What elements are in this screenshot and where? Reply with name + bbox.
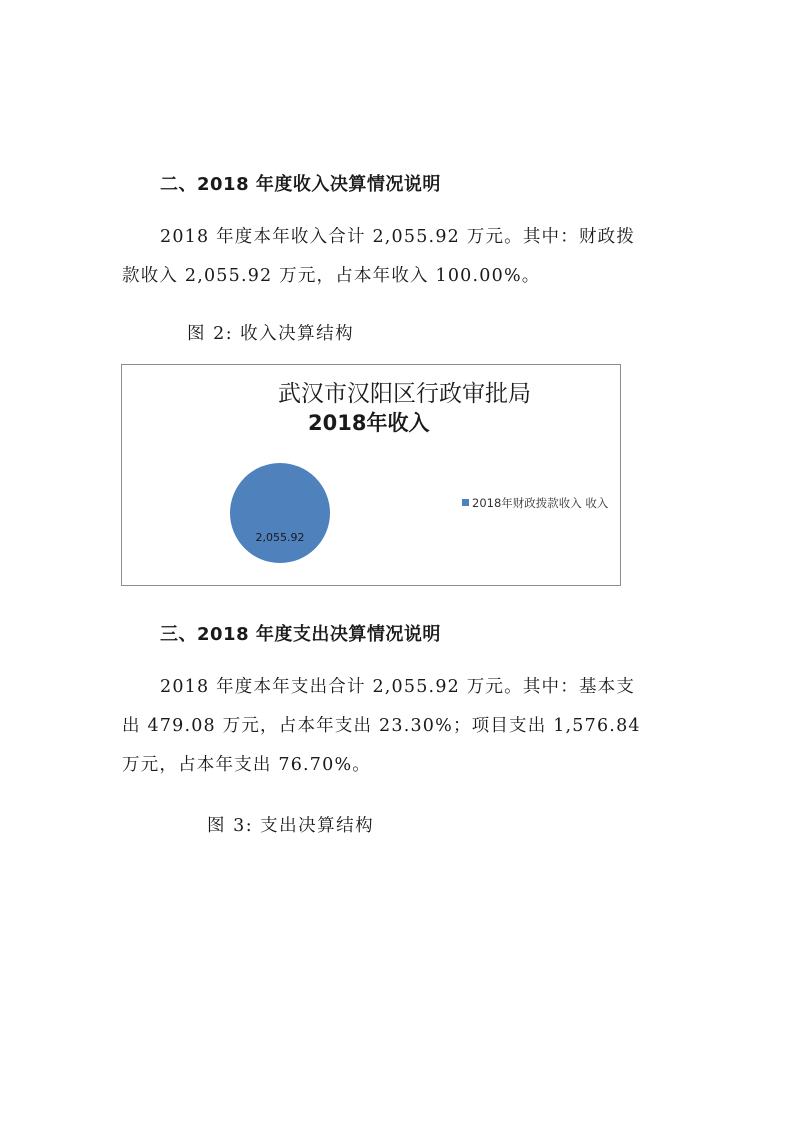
pie-data-label-0: 2,055.92: [255, 531, 305, 544]
income-pie-chart: [121, 364, 621, 586]
expense-paragraph: [122, 668, 682, 785]
expense-paragraph-line-3: 万元，占本年支出 76.70%。: [122, 755, 371, 775]
legend-label-0: 2018年财政拨款收入 收入: [472, 496, 609, 510]
income-paragraph: [122, 218, 682, 296]
chart-subtitle: 2018年收入: [308, 411, 430, 435]
section-heading-income: 二、2018 年度收入决算情况说明: [160, 174, 441, 195]
pie-slice-0: [230, 463, 330, 563]
chart-legend: [462, 495, 622, 511]
legend-swatch-0: [462, 499, 469, 506]
figure-caption-expense: 图 3: 支出决算结构: [207, 816, 375, 836]
income-paragraph-line-1: 2018 年度本年收入合计 2,055.92 万元。其中：财政拨: [160, 227, 636, 247]
expense-paragraph-line-2: 出 479.08 万元，占本年支出 23.30%；项目支出 1,576.84: [122, 716, 641, 736]
income-paragraph-line-2: 款收入 2,055.92 万元，占本年收入 100.00%。: [122, 266, 541, 286]
legend-item-0: [462, 495, 622, 511]
expense-paragraph-line-1: 2018 年度本年支出合计 2,055.92 万元。其中：基本支: [160, 677, 636, 697]
pie-svg: [122, 365, 620, 585]
section-heading-expense: 三、2018 年度支出决算情况说明: [160, 624, 441, 645]
chart-title: 武汉市汉阳区行政审批局: [278, 381, 531, 407]
figure-caption-income: 图 2: 收入决算结构: [187, 324, 355, 344]
